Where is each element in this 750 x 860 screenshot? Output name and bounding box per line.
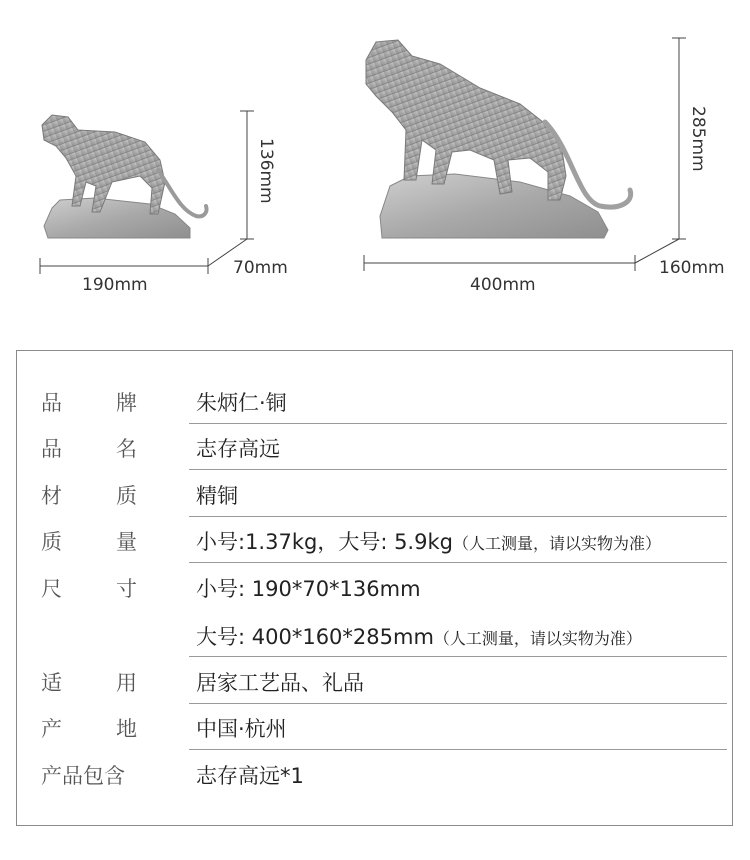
large-width-label: 400mm	[470, 275, 536, 295]
spec-value	[196, 621, 642, 651]
measurement-note: （人工测量，请以实物为准）	[452, 534, 661, 553]
spec-label: 质	[41, 530, 62, 554]
spec-label: 用	[116, 671, 137, 695]
small-height-label: 136mm	[256, 138, 276, 204]
spec-label: 产	[41, 717, 62, 741]
divider	[189, 749, 727, 750]
spec-table	[16, 350, 733, 826]
spec-value: 志存高远	[196, 437, 280, 461]
spec-label: 地	[116, 717, 137, 741]
spec-value	[196, 526, 661, 556]
spec-label: 质	[116, 484, 137, 508]
divider	[189, 656, 727, 657]
spec-value: 志存高远*1	[196, 764, 304, 788]
spec-value: 朱炳仁·铜	[196, 391, 287, 415]
spec-label: 适	[41, 671, 62, 695]
divider	[189, 516, 727, 517]
measurement-note: （人工测量，请以实物为准）	[433, 629, 642, 648]
spec-label: 品	[41, 437, 62, 461]
divider	[189, 703, 727, 704]
large-tiger-statue	[366, 40, 631, 238]
spec-value: 小号: 190*70*136mm	[196, 577, 421, 601]
spec-value: 中国·杭州	[196, 717, 287, 741]
spec-value: 精铜	[196, 484, 238, 508]
divider	[189, 469, 727, 470]
spec-value: 居家工艺品、礼品	[196, 671, 364, 695]
spec-label: 量	[116, 530, 137, 554]
size-large-value: 大号: 400*160*285mm	[196, 625, 434, 649]
spec-label: 牌	[116, 391, 137, 415]
spec-label: 品	[41, 391, 62, 415]
large-depth-label: 160mm	[659, 258, 725, 278]
small-tiger-statue	[42, 115, 207, 238]
spec-label: 尺	[41, 577, 62, 601]
spec-label: 寸	[116, 577, 137, 601]
spec-label: 产品包含	[41, 764, 125, 788]
divider	[189, 562, 727, 563]
spec-label: 材	[41, 484, 62, 508]
divider	[189, 423, 727, 424]
small-depth-label: 70mm	[233, 258, 288, 278]
weight-value: 小号:1.37kg，大号: 5.9kg	[196, 530, 453, 554]
small-width-label: 190mm	[82, 275, 148, 295]
spec-label: 名	[116, 437, 137, 461]
large-height-label: 285mm	[688, 106, 708, 172]
